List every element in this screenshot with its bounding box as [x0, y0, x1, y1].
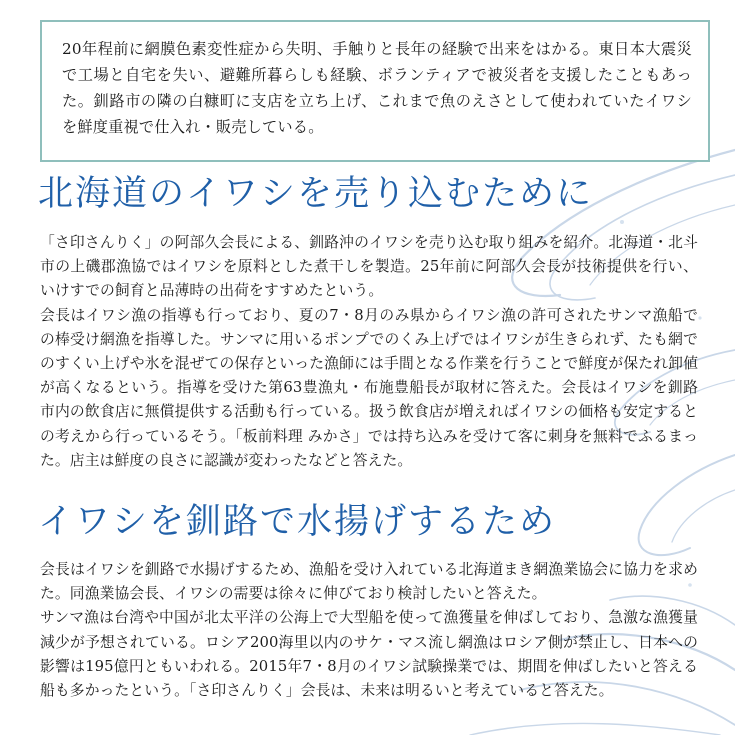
- section2-paragraph-2: サンマ漁は台湾や中国が北太平洋の公海上で大型船を使って漁獲量を伸ばしており、急激な漁獲量減少が予想されている。ロシア200海里以内のサケ・マス流し網漁はロシア側が禁止し、日本への影響は195億円ともいわれる。2015年7・8月のイワシ試験操業では、期間を伸ばしたいと答える船も多かったという。「さ印さんりく」会長は、未来は明るいと考えていると答えた。: [40, 609, 698, 700]
- section2-heading: イワシを釧路で水揚げするため: [38, 502, 557, 542]
- section1-heading: 北海道のイワシを売り込むために: [38, 174, 594, 214]
- intro-text: 20年程前に網膜色素変性症から失明、手触りと長年の経験で出来をはかる。東日本大震災で工場と自宅を失い、避難所暮らしも経験、ボランティアで被災者を支援したこともあった。釧路市の隣の白糠町に支店を立ち上げ、これまで魚のえさとして使われていたイワシを鮮度重視で仕入れ・販売している。: [62, 40, 692, 136]
- section2-paragraph-1: 会長はイワシを釧路で水揚げするため、漁船を受け入れている北海道まき網漁業協会に協力を求めた。同漁業協会長、イワシの需要は徐々に伸びており検討したいと答えた。: [40, 561, 698, 603]
- section1-body: [40, 231, 698, 473]
- intro-box: [40, 20, 710, 162]
- section1-paragraph-1: 「さ印さんりく」の阿部久会長による、釧路沖のイワシを売り込む取り組みを紹介。北海道・北斗市の上磯郡漁協ではイワシを原料とした煮干しを製造。25年前に阿部久会長が技術提供を行い、いけすでの飼育と品薄時の出荷をすすめたという。: [40, 234, 698, 300]
- section1-paragraph-2: 会長はイワシ漁の指導も行っており、夏の7・8月のみ県からイワシ漁の許可されたサンマ漁船での棒受け網漁を指導した。サンマに用いるポンプでのくみ上げではイワシが生きられず、たも網でのすくい上げや氷を混ぜての保存といった漁師には手間となる作業を行うことで鮮度が保たれ卸値が高くなるという。指導を受けた第63豊漁丸・布施豊船長が取材に答えた。会長はイワシを釧路市内の飲食店に無償提供する活動も行っている。扱う飲食店が増えればイワシの価格も安定するとの考えから行っているそう。「板前料理 みかさ」では持ち込みを受けて客に刺身を無料でふるまった。店主は鮮度の良さに認識が変わったなどと答えた。: [40, 306, 698, 469]
- section2-body: [40, 558, 698, 703]
